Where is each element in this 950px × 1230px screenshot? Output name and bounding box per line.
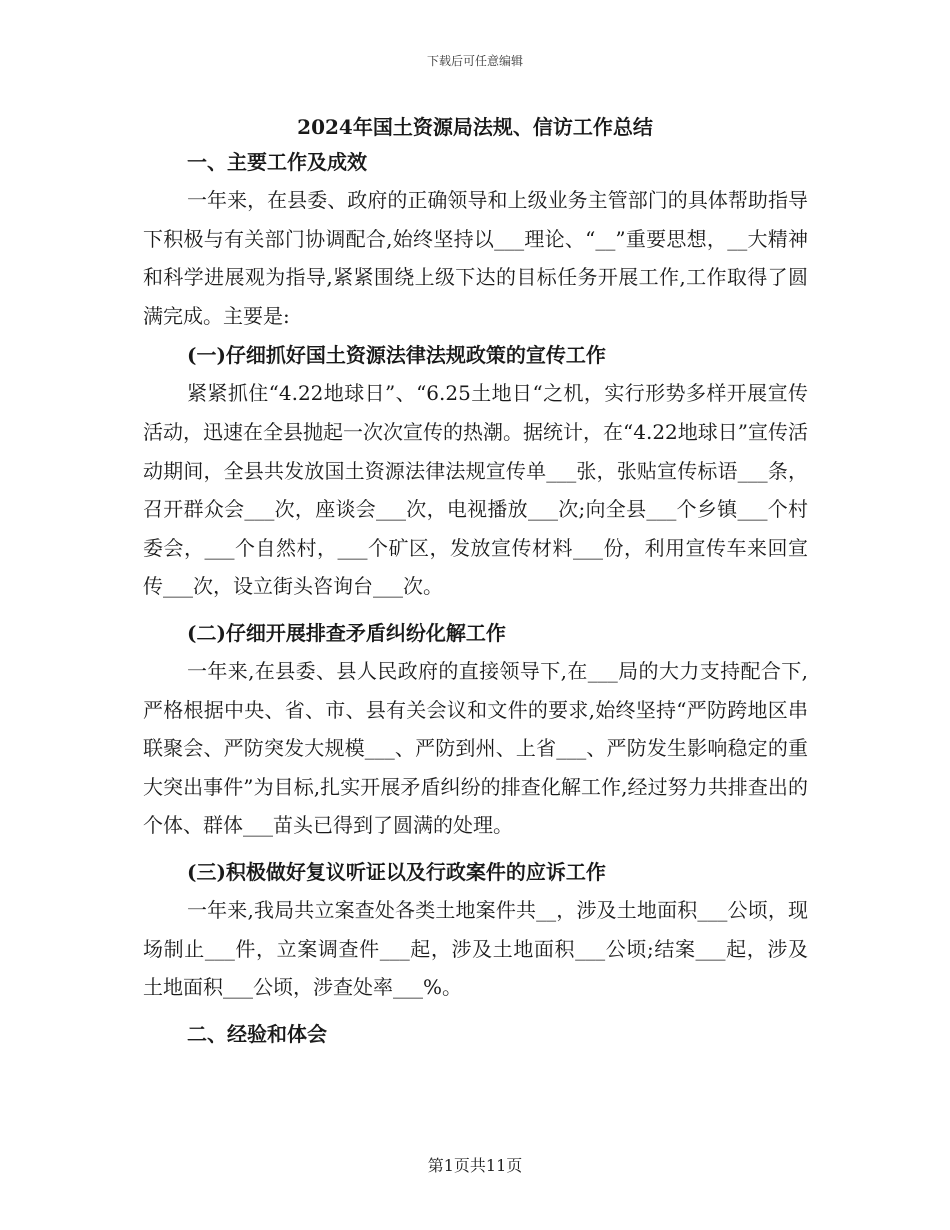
subsection-3-paragraph: 一年来,我局共立案查处各类土地案件共__，涉及土地面积___公顷，现场制止___件，立案调查件___起，涉及土地面积___公顷;结案___起，涉及土地面积___公顷，涉查处率___%。 bbox=[143, 897, 808, 1000]
subsection-heading-3: (三)积极做好复议听证以及行政案件的应诉工作 bbox=[187, 859, 606, 884]
subsection-2-paragraph: 一年来,在县委、县人民政府的直接领导下,在___局的大力支持配合下,严格根据中央、省、市、县有关会议和文件的要求,始终坚持“严防跨地区串联聚会、严防突发大规模___、严防到州、上省___、严防发生影响稳定的重大突出事件”为目标,扎实开展矛盾纠纷的排查化解工作,经过努力共排查出的个体、群体___苗头已得到了圆满的处理。 bbox=[143, 658, 808, 838]
document-title: 2024年国土资源局法规、信访工作总结 bbox=[297, 115, 653, 139]
subsection-1-paragraph: 紧紧抓住“4.22地球日”、“6.25土地日“之机，实行形势多样开展宣传活动，迅速在全县抛起一次次宣传的热潮。据统计，在“4.22地球日”宣传活动期间，全县共发放国土资源法律法规宣传单___张，张贴宣传标语___条，召开群众会___次，座谈会___次，电视播放___次;向全县___个乡镇___个村委会，___个自然村，___个矿区，发放宣传材料___份，利用宣传车来回宣传___次，设立街头咨询台___次。 bbox=[143, 381, 808, 599]
page-header-note: 下载后可任意编辑 bbox=[426, 54, 523, 68]
section-heading-1: 一、主要工作及成效 bbox=[187, 150, 367, 174]
section-heading-2: 二、经验和体会 bbox=[187, 1021, 327, 1046]
subsection-heading-1: (一)仔细抓好国土资源法律法规政策的宣传工作 bbox=[187, 343, 606, 368]
subsection-heading-2: (二)仔细开展排查矛盾纠纷化解工作 bbox=[187, 620, 506, 645]
section-1-intro-paragraph: 一年来，在县委、政府的正确领导和上级业务主管部门的具体帮助指导下积极与有关部门协调配合,始终坚持以___理论、“__”重要思想，__大精神和科学进展观为指导,紧紧围绕上级下达的目标任务开展工作,工作取得了圆满完成。主要是: bbox=[143, 188, 808, 328]
document-body bbox=[143, 143, 808, 1053]
page-number-footer: 第1页共11页 bbox=[427, 1156, 523, 1175]
